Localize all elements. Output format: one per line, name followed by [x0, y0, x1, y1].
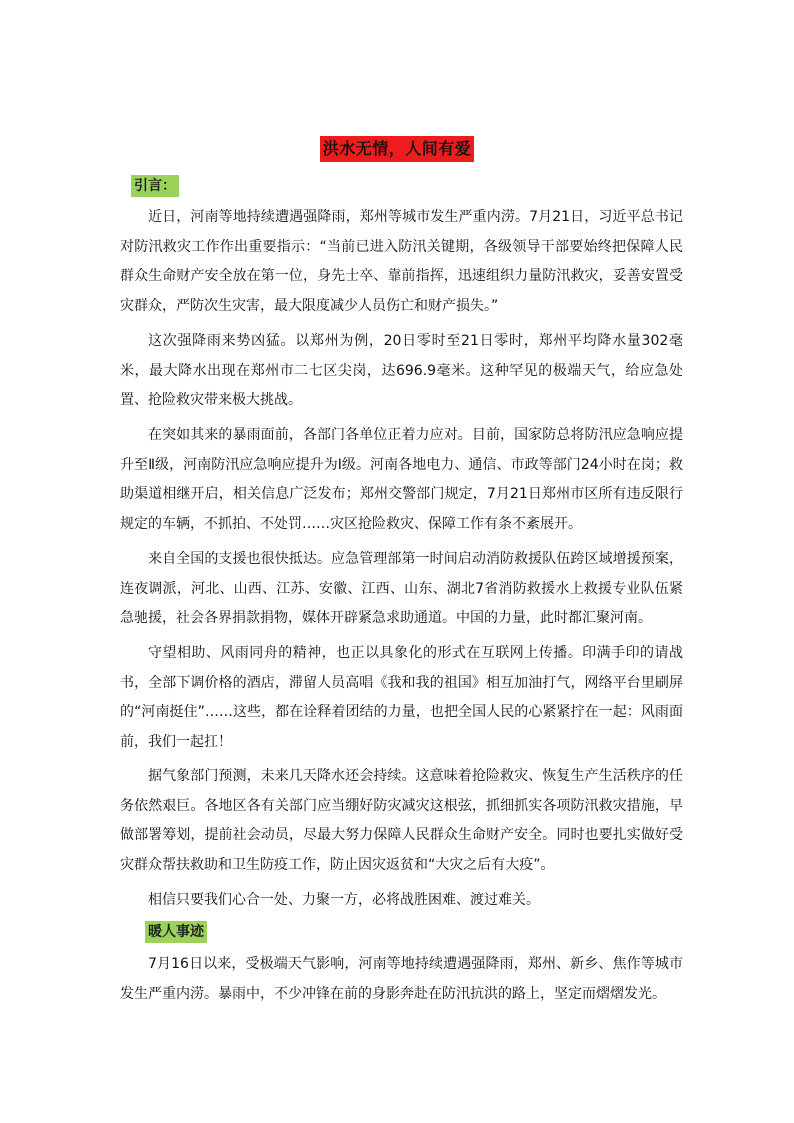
document-title: 洪水无情，人间有爱	[320, 136, 475, 162]
paragraph: 守望相助、风雨同舟的精神，也正以具象化的形式在互联网上传播。印满手印的请战书，全部下调价格的酒店，滞留人员高唱《我和我的祖国》相互加油打气，网络平台里刷屏的“河南挺住”……这些，都在诠释着团结的力量，也把全国人民的心紧紧拧在一起：风雨面前，我们一起扛！	[120, 645, 683, 750]
title-wrap	[0, 136, 794, 162]
paragraph: 7月16日以来，受极端天气影响，河南等地持续遭遇强降雨，郑州、新乡、焦作等城市发生严重内涝。暴雨中，不少冲锋在前的身影奔赴在防汛抗洪的路上，坚定而熠熠发光。	[120, 956, 683, 1002]
section-heading-stories: 暖人事迹	[145, 921, 207, 943]
paragraph: 来自全国的支援也很快抵达。应急管理部第一时间启动消防救援队伍跨区域增援预案，连夜调派，河北、山西、江苏、安徽、江西、山东、湖北7省消防救援水上救援专业队伍紧急驰援，社会各界捐款捐物，媒体开辟紧急求助通道。中国的力量，此时都汇聚河南。	[120, 551, 683, 627]
paragraph: 近日，河南等地持续遭遇强降雨，郑州等城市发生严重内涝。7月21日，习近平总书记对防汛救灾工作作出重要指示：“当前已进入防汛关键期，各级领导干部要始终把保障人民群众生命财产安全放在第一位，身先士卒、靠前指挥，迅速组织力量防汛救灾，妥善安置受灾群众，严防次生灾害，最大限度减少人员伤亡和财产损失。”	[120, 209, 683, 314]
paragraph: 相信只要我们心合一处、力聚一方，必将战胜困难、渡过难关。	[148, 892, 540, 908]
section-heading-intro: 引言：	[131, 175, 179, 197]
paragraph: 在突如其来的暴雨面前，各部门各单位正着力应对。目前，国家防总将防汛应急响应提升至Ⅱ级，河南防汛应急响应提升为Ⅰ级。河南各地电力、通信、市政等部门24小时在岗；救助渠道相继开启，相关信息广泛发布；郑州交警部门规定，7月21日郑州市区所有违反限行规定的车辆，不抓拍、不处罚……灾区抢险救灾、保障工作有条不紊展开。	[120, 427, 683, 532]
paragraph: 这次强降雨来势凶猛。以郑州为例，20日零时至21日零时，郑州平均降水量302毫米，最大降水出现在郑州市二七区尖岗，达696.9毫米。这种罕见的极端天气，给应急处置、抢险救灾带来极大挑战。	[120, 333, 683, 409]
paragraph: 据气象部门预测，未来几天降水还会持续。这意味着抢险救灾、恢复生产生活秩序的任务依然艰巨。各地区各有关部门应当绷好防灾减灾这根弦，抓细抓实各项防汛救灾措施，早做部署筹划，提前社会动员，尽最大努力保障人民群众生命财产安全。同时也要扎实做好受灾群众帮扶救助和卫生防疫工作，防止因灾返贫和“大灾之后有大疫”。	[120, 768, 683, 873]
